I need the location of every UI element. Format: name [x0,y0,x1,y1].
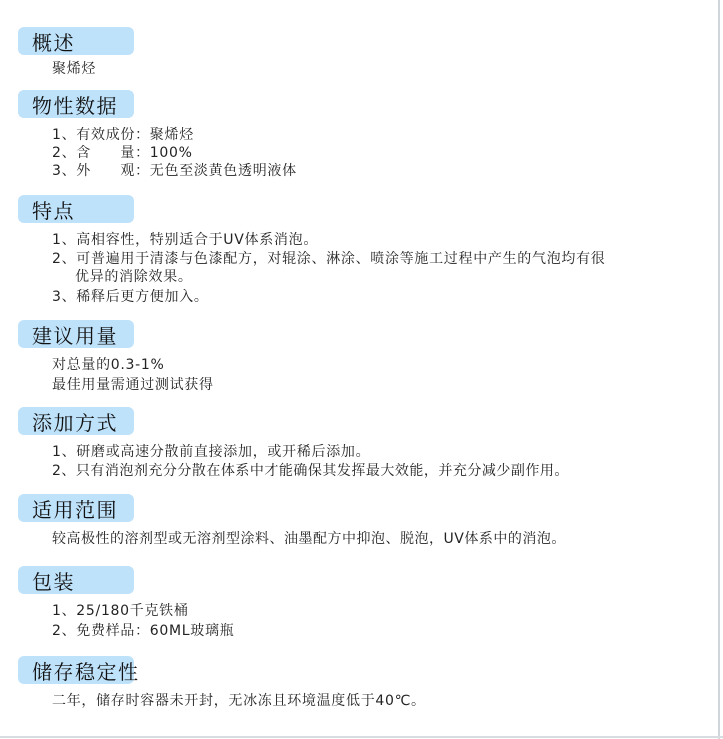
right-border-line [718,0,720,739]
section-heading-application: 适用范围 [18,494,134,522]
section-heading-packaging: 包装 [18,566,134,594]
dosage-line-1: 对总量的0.3-1% [52,357,165,373]
application-line-1: 较高极性的溶剂型或无溶剂型涂料、油墨配方中抑泡、脱泡，UV体系中的消泡。 [52,531,566,547]
overview-line-1: 聚烯烃 [52,61,97,77]
section-heading-features: 特点 [18,195,134,223]
packaging-line-2: 2、免费样品：60ML玻璃瓶 [52,623,235,639]
dosage-line-2: 最佳用量需通过测试获得 [52,377,214,393]
addition-method-line-2: 2、只有消泡剂充分分散在体系中才能确保其发挥最大效能，并充分减少副作用。 [52,463,569,479]
section-heading-addition-method: 添加方式 [18,407,134,435]
section-heading-physical-data: 物性数据 [18,90,134,118]
features-line-2: 2、可普遍用于清漆与色漆配方，对辊涂、淋涂、喷涂等施工过程中产生的气泡均有很 [52,251,606,267]
storage-line-1: 二年，储存时容器未开封，无冰冻且环境温度低于40℃。 [52,693,426,709]
features-line-2-continued: 优异的消除效果。 [75,269,193,285]
section-heading-overview: 概述 [18,27,134,55]
physical-data-line-3: 3、外 观：无色至淡黄色透明液体 [52,163,297,179]
physical-data-line-1: 1、有效成份：聚烯烃 [52,127,194,143]
features-line-1: 1、高相容性，特别适合于UV体系消泡。 [52,232,319,248]
physical-data-line-2: 2、含 量：100% [52,145,193,161]
features-line-3: 3、稀释后更方便加入。 [52,289,209,305]
bottom-border-line [0,736,723,738]
section-heading-dosage: 建议用量 [18,320,134,348]
section-heading-storage: 储存稳定性 [18,656,134,684]
addition-method-line-1: 1、研磨或高速分散前直接添加，或开稀后添加。 [52,444,371,460]
packaging-line-1: 1、25/180千克铁桶 [52,603,189,619]
